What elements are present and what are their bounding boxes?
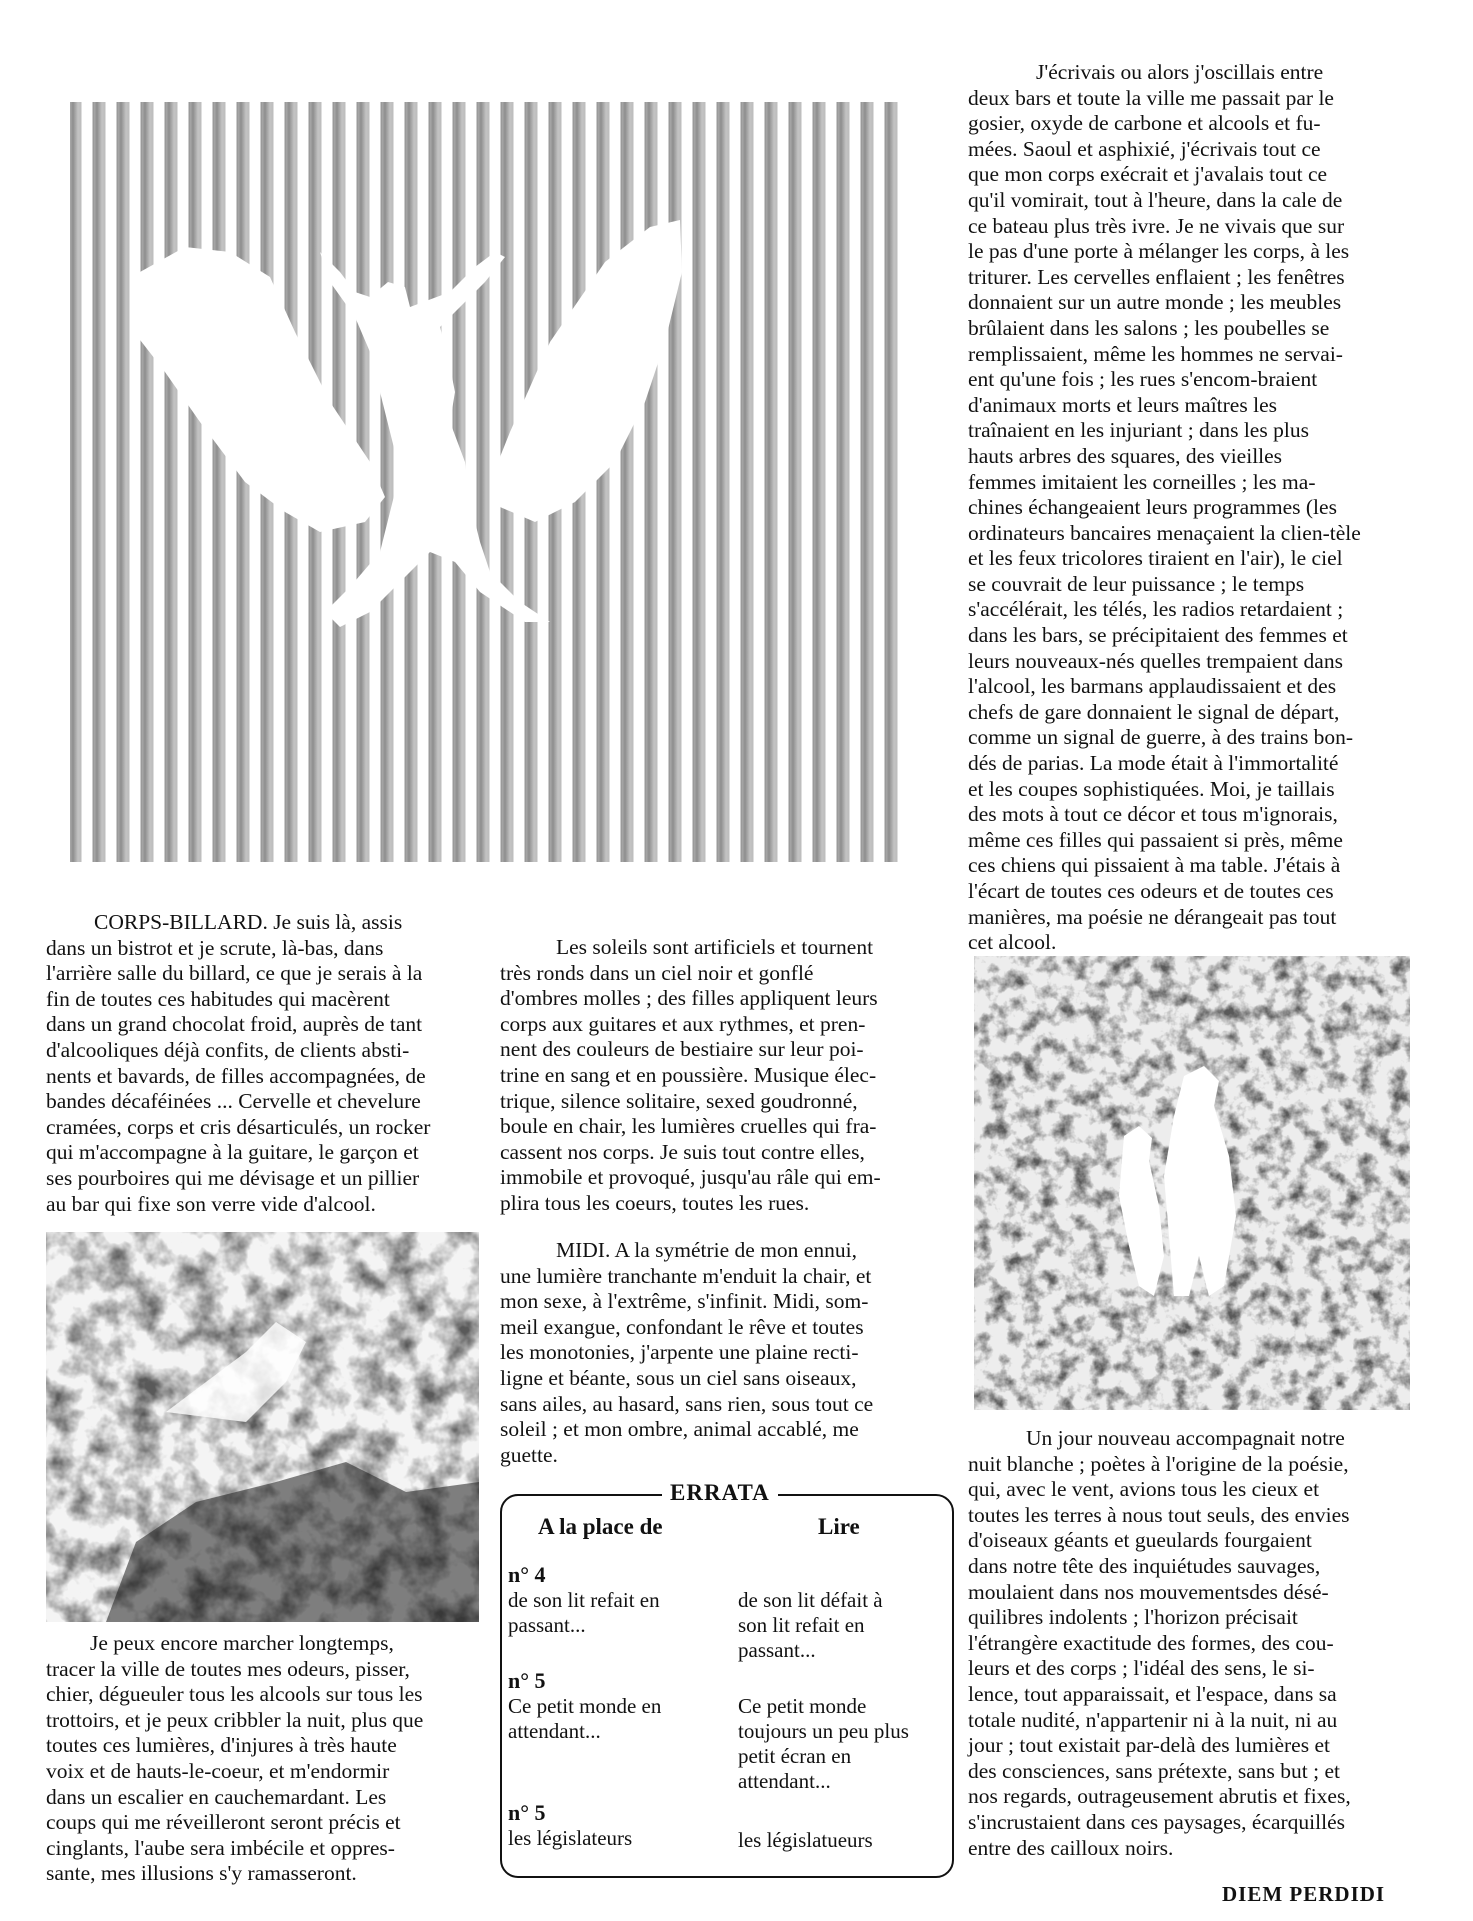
errata-original: les législateurs [508,1826,633,1850]
errata-correction: de son lit défait à son lit refait en passant... [738,1588,883,1662]
errata-original: de son lit refait en passant... [508,1588,660,1637]
errata-number: n° 4 [508,1562,546,1587]
errata-correction: les législatueurs [738,1828,873,1852]
errata-title: ERRATA [662,1480,778,1506]
errata-header-original: A la place de [538,1514,663,1539]
paragraph-bars-and-city: J'écrivais ou alors j'oscillais entre deux bars et toute la ville me passait par le gosier, oxyde de carbone et alcools et fu- mées. Saoul et asphixié, j'écrivais tout ce que mon corps exécrait et j'avalais tout ce qu'il vomirait, tout à l'heure, dans la cale de ce bateau plus très ivre. Je ne vivais que sur le pas d'une porte à mélanger les corps, à les triturer. Les cervelles enflaient ; les fenêtres donnaient sur un autre monde ; les meubles brûlaient dans les salons ; les poubelles se remplissaient, même les hommes ne servai- ent qu'une fois ; les rues s'encom-braient d'animaux morts et leurs maîtres les traînaient en les injuriant ; dans les plus hauts arbres des squares, des vieilles femmes imitaient les corneilles ; les ma- chines échangeaient leurs programmes (les ordinateurs bancaires menaçaient la clien-tèle et les feux tricolores tiraient en l'air), le ciel se couvrait de leur puissance ; le temps s'accélérait, les télés, les radios retardaient ; dans les bars, se précipitaient des femmes et leurs nouveaux-nés quelles trempaient dans l'alcool, les barmans applaudissaient et des chefs de gare donnaient le signal de départ, comme un signal de guerre, à des trains bon- dés de parias. La mode était à l'immortalité et les coupes sophistiquées. Moi, je taillais des mots à tout ce décor et tous m'ignorais, même ces filles qui passaient si près, même ces chiens qui pissaient à ma table. J'étais à l'écart de toutes ces odeurs et de toutes ces manières, ma poésie ne dérangeait pas tout cet alcool. [968,60,1361,955]
paragraph-jour-nouveau: Un jour nouveau accompagnait notre nuit blanche ; poètes à l'origine de la poésie, qui, avec le vent, avions tous les cieux et toutes les terres à nous tout seuls, des envies d'oiseaux géants et gueulards fourgaient dans notre tête des inquiétudes sauvages, moulaient dans nos mouvementsdes désé- quilibres indolents ; l'horizon précisait l'étrangère exactitude des formes, des cou- leurs et des corps ; l'idéal des sens, le si- lence, tout apparaissait, et l'espace, dans sa totale nudité, n'appartenir ni à la nuit, ni au jour ; tout existait par-delà des lumières et des consciences, sans prétexte, sans but ; et nos regards, outrageusement abrutis et fixes, s'incrustaient dans ces paysages, écarquillés entre des cailloux noirs. [968,1426,1351,1860]
paragraph-corps-billard: CORPS-BILLARD. Je suis là, assis dans un bistrot et je scrute, là-bas, dans l'arrière salle du billard, ce que je serais à la fin de toutes ces habitudes qui macèrent dans un grand chocolat froid, auprès de tant d'alcooliques déjà confits, de clients absti- nents et bavards, de filles accompagnées, de bandes décaféinées ... Cervelle et chevelure cramées, corps et cris désarticulés, un rocker qui m'accompagne à la guitare, le garçon et ses pourboires qui me dévisage et un pillier au bar qui fixe son verre vide d'alcool. [46,910,431,1216]
foliage-figures-icon [974,956,1410,1410]
striped-butterfly-illustration [70,102,908,862]
butterfly-silhouette-icon [70,102,908,862]
ink-texture-photo [46,1232,479,1622]
paragraph-marcher: Je peux encore marcher longtemps, tracer la ville de toutes mes odeurs, pisser, chier, dégueuler tous les alcools sur tous les trottoirs, et je peux cribbler la nuit, plus que toutes ces lumières, d'injures à très haute voix et de hauts-le-coeur, et m'endormir dans un escalier en cauchemardant. Les coups qui me réveilleront seront précis et cinglants, l'aube sera imbécile et oppres- sante, mes illusions s'y ramasseront. [46,1631,424,1886]
errata-header-correction: Lire [818,1514,860,1539]
paragraph-soleils: Les soleils sont artificiels et tournent très ronds dans un ciel noir et gonflé d'ombres molles ; des filles appliquent leurs corps aux guitares et aux rythmes, et pren- nent des couleurs de bestiaire sur leur poi- trine en sang et en poussière. Musique élec- trique, silence solitaire, sexed goudronné, boule en chair, les lumières cruelles qui fra- cassent nos corps. Je suis tout contre elles, immobile et provoqué, jusqu'au râle qui em- plira tous les coeurs, toutes les rues. [500,935,881,1215]
paragraph-midi: MIDI. A la symétrie de mon ennui, une lumière tranchante m'enduit la chair, et mon sexe, à l'extrême, s'infinit. Midi, som- meil exangue, confondant le rêve et toutes les monotonies, j'arpente une plaine recti- ligne et béante, sous un ciel sans oiseaux, sans ailes, au hasard, sans rien, sous tout ce soleil ; et mon ombre, animal accablé, me guette. [500,1238,874,1467]
errata-original: Ce petit monde en attendant... [508,1694,662,1743]
errata-correction: Ce petit monde toujours un peu plus petit écran en attendant... [738,1694,909,1793]
figures-foliage-photo [974,956,1410,1410]
abstract-texture-icon [46,1232,479,1622]
errata-number: n° 5 [508,1668,546,1693]
author-signature: DIEM PERDIDI [1222,1882,1386,1906]
errata-box [500,1494,954,1878]
errata-number: n° 5 [508,1800,546,1825]
